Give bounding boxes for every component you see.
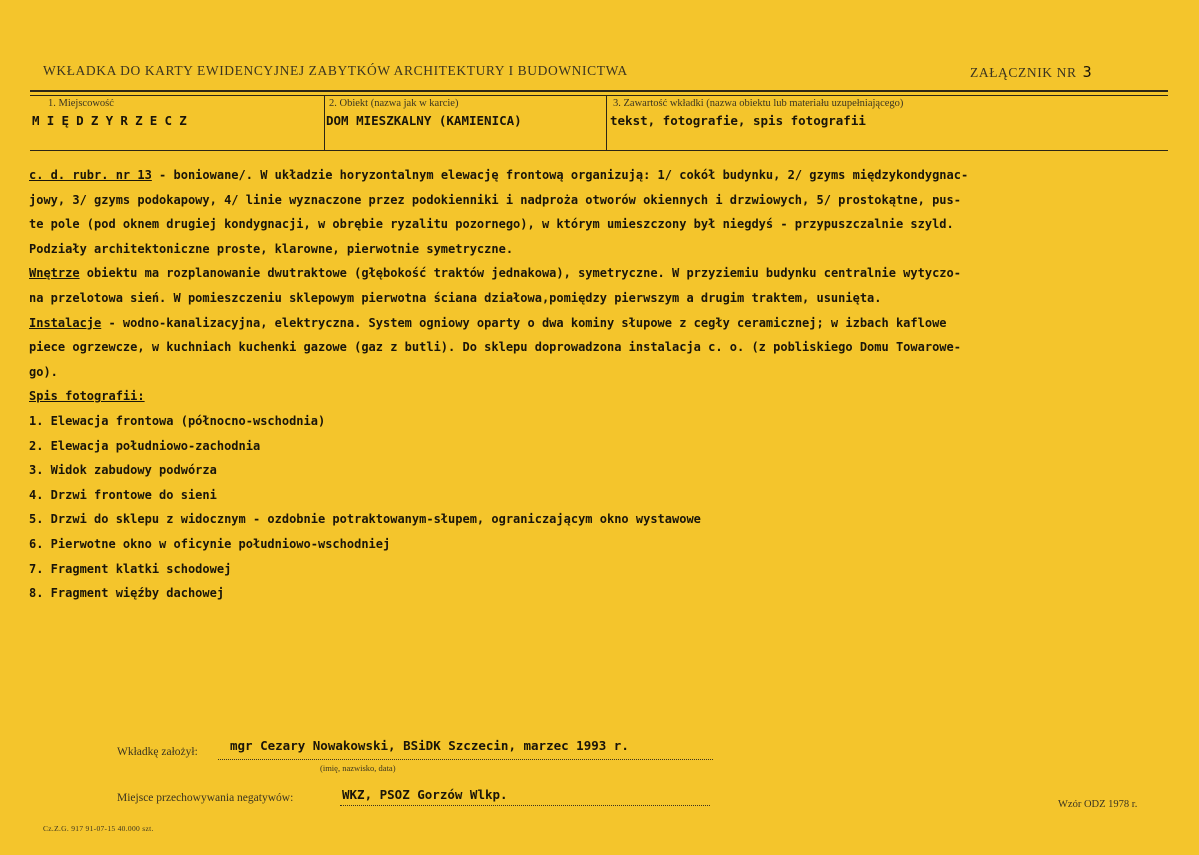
text-line: te pole (pod oknem drugiej kondygnacji, w obrębie ryzalitu pozornego), w którym umieszczony był niegdyś - przypuszczalnie szyld. [29, 217, 954, 232]
photo-list-item: 7. Fragment klatki schodowej [29, 561, 232, 576]
field-divider-2 [606, 95, 607, 150]
negatives-label: Miejsce przechowywania negatywów: [117, 792, 294, 804]
annex-number: 3 [1082, 63, 1093, 81]
form-model: Wzór ODZ 1978 r. [1058, 799, 1138, 810]
text-line: piece ogrzewcze, w kuchniach kuchenki gazowe (gaz z butli). Do sklepu doprowadzona instalacja c. o. (z pobliskiego Domu Towarowe- [29, 340, 961, 355]
photo-list-item: 5. Drzwi do sklepu z widocznym - ozdobnie potraktowanym-słupem, ograniczającym okno wystawowe [29, 512, 701, 527]
negatives-dotted-line [340, 805, 710, 806]
field-divider-1 [324, 95, 325, 150]
header-rule-top [30, 90, 1168, 92]
object-value: DOM MIESZKALNY (KAMIENICA) [326, 113, 522, 128]
object-label: 2. Obiekt (nazwa jak w karcie) [329, 98, 459, 109]
text-span: obiektu ma rozplanowanie dwutraktowe (głębokość traktów jednakowa), symetryczne. W przyziemiu budynku centralnie wytyczo- [79, 266, 961, 281]
author-hint: (imię, nazwisko, data) [320, 763, 396, 773]
header-rule-mid [30, 95, 1168, 96]
author-value: mgr Cezary Nowakowski, BSiDK Szczecin, marzec 1993 r. [230, 738, 629, 753]
annex-label-text: ZAŁĄCZNIK NR [970, 65, 1077, 80]
text-line: jowy, 3/ gzyms podokapowy, 4/ linie wyznaczone przez podokienniki i nadproża otworów okiennych i drzwiowych, 5/ prostokątne, pus- [29, 192, 961, 207]
content-label: 3. Zawartość wkładki (nazwa obiektu lub materiału uzupełniającego) [613, 98, 904, 109]
text-line: Podziały architektoniczne proste, klarowne, pierwotnie symetryczne. [29, 241, 514, 256]
text-span: - boniowane/. W układzie horyzontalnym elewację frontową organizują: 1/ cokół budynku, 2/ gzyms międzykondygnac- [151, 168, 969, 182]
photo-list-item: 4. Drzwi frontowe do sieni [29, 487, 217, 502]
form-title: WKŁADKA DO KARTY EWIDENCYJNEJ ZABYTKÓW ARCHITEKTURY I BUDOWNICTWA [43, 63, 628, 78]
text-line: go). [29, 364, 58, 379]
header-rule-bottom [30, 150, 1168, 151]
print-info: Cz.Z.G. 917 91-07-15 40.000 szt. [43, 824, 154, 833]
description-text [29, 163, 1174, 606]
photo-list-heading: Spis fotografii: [29, 389, 145, 404]
text-span: - wodno-kanalizacyjna, elektryczna. System ogniowy oparty o dwa kominy słupowe z cegły ceramicznej; w izbach kaflowe [101, 315, 947, 330]
photo-list-item: 1. Elewacja frontowa (północno-wschodnia) [29, 413, 326, 428]
locality-value: MIĘDZYRZECZ [32, 113, 194, 128]
annex-label [970, 63, 1092, 81]
installations-heading: Instalacje [29, 315, 102, 330]
continuation-ref: c. d. rubr. nr 13 [29, 168, 152, 182]
text-line: na przelotowa sień. W pomieszczeniu sklepowym pierwotna ściana działowa,pomiędzy pierwszym a drugim traktem, usunięta. [29, 290, 882, 305]
photo-list-item: 2. Elewacja południowo-zachodnia [29, 438, 261, 453]
text-line [29, 311, 1174, 336]
author-dotted-line [218, 759, 713, 760]
text-line [29, 163, 1174, 188]
author-label: Wkładkę założył: [117, 746, 198, 758]
locality-label: 1. Miejscowość [48, 98, 114, 109]
text-line [29, 261, 1174, 286]
content-value: tekst, fotografie, spis fotografii [610, 113, 866, 128]
negatives-value: WKZ, PSOZ Gorzów Wlkp. [342, 787, 508, 802]
interior-heading: Wnętrze [29, 266, 80, 281]
photo-list-item: 8. Fragment więźby dachowej [29, 586, 225, 601]
photo-list-item: 6. Pierwotne okno w oficynie południowo-wschodniej [29, 536, 391, 551]
photo-list-item: 3. Widok zabudowy podwórza [29, 463, 217, 478]
